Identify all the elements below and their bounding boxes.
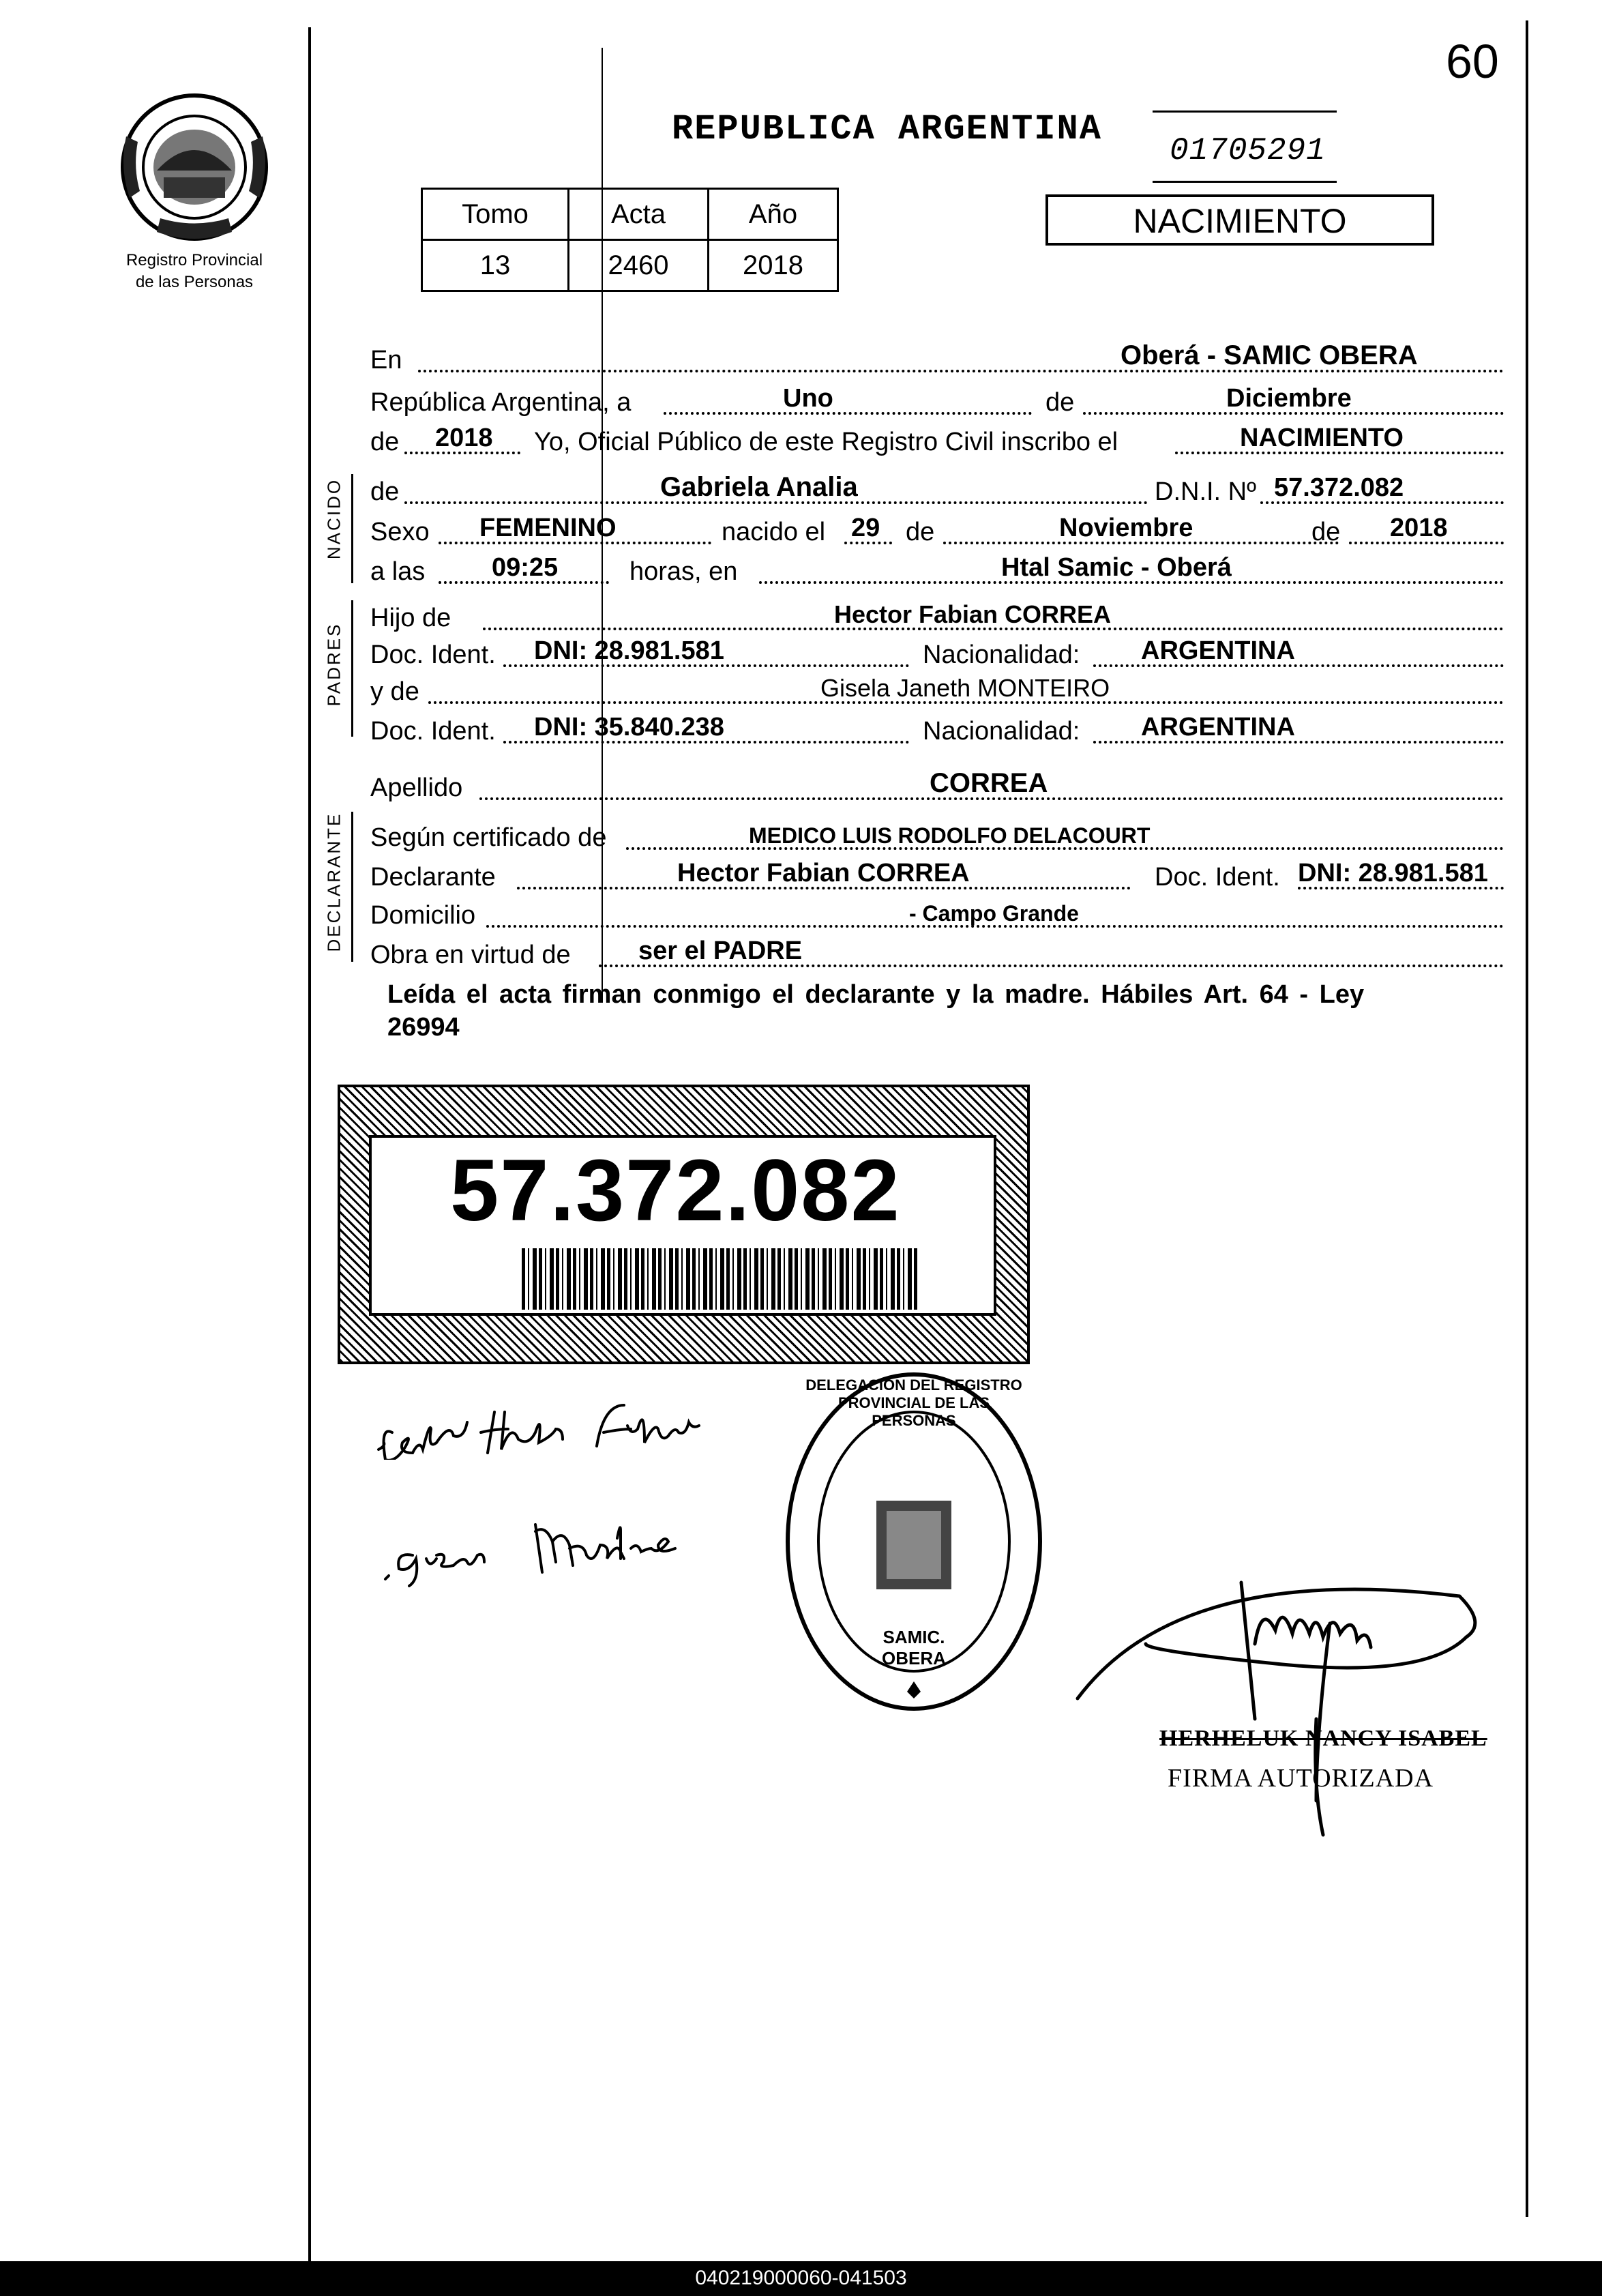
year-value: 2018	[435, 424, 493, 452]
declarant-signature	[365, 1371, 801, 1460]
document-type-title: NACIMIENTO	[1133, 202, 1347, 240]
birth-year: 2018	[1390, 514, 1448, 542]
registry-table	[421, 188, 839, 292]
registry-name-line1: Registro Provincial	[125, 251, 263, 269]
padres-section-label: PADRES	[323, 622, 344, 707]
document-type-box	[1045, 194, 1434, 246]
decl-doc: DNI: 28.981.581	[1298, 859, 1488, 887]
en-label: En	[370, 346, 402, 374]
apellido-value: CORREA	[930, 768, 1048, 798]
horas-label: horas, en	[629, 557, 738, 586]
seal-inner-text: SAMIC. OBERA	[882, 1627, 946, 1668]
seal-ring-text: DELEGACIÓN DEL REGISTRO PROVINCIAL DE LAS PERSONAS	[805, 1377, 1022, 1429]
dni-label: D.N.I. Nº	[1155, 477, 1256, 506]
clause-text: Yo, Oficial Público de este Registro Civil inscribo el	[534, 428, 1118, 456]
mother-nationality: ARGENTINA	[1141, 713, 1295, 741]
country-title: REPUBLICA ARGENTINA	[672, 109, 1102, 149]
row-madre	[370, 666, 1504, 708]
nacido-section-label: NACIDO	[323, 477, 344, 560]
row-certificado	[370, 812, 1504, 854]
acta-header: Acta	[569, 189, 709, 240]
row-padre-doc	[370, 629, 1504, 671]
birth-place: Htal Samic - Oberá	[1001, 553, 1232, 582]
dni-stamp-inner	[369, 1135, 996, 1316]
month-value: Diciembre	[1226, 384, 1352, 413]
a-las-label: a las	[370, 557, 426, 586]
child-dni: 57.372.082	[1274, 473, 1404, 502]
dom-label: Domicilio	[370, 901, 476, 930]
dni-barcode	[522, 1248, 917, 1310]
serial-underline-top	[1153, 111, 1337, 113]
de-year-label: de	[370, 428, 400, 456]
right-margin-line	[1526, 20, 1528, 2217]
dni-stamp-number: 57.372.082	[450, 1142, 901, 1239]
row-en	[370, 334, 1504, 377]
mother-doc-label: Doc. Ident.	[370, 717, 496, 746]
mother-nat-label: Nacionalidad:	[923, 717, 1080, 746]
serial-number: 01705291	[1170, 133, 1326, 168]
child-name: Gabriela Analia	[660, 472, 858, 502]
father-name: Hector Fabian CORREA	[834, 600, 1112, 628]
father-doc: DNI: 28.981.581	[534, 636, 724, 665]
decl-label: Declarante	[370, 863, 496, 892]
de-label-3: de	[1311, 518, 1341, 546]
closing-line-2: 26994	[387, 1013, 460, 1042]
padres-bracket	[351, 600, 353, 737]
decl-value: Hector Fabian CORREA	[677, 859, 970, 887]
event-value: NACIMIENTO	[1240, 424, 1404, 452]
obra-label: Obra en virtud de	[370, 941, 571, 969]
registry-name-line2: de las Personas	[135, 273, 254, 291]
mother-signature	[372, 1490, 767, 1593]
decl-doc-label: Doc. Ident.	[1155, 863, 1280, 892]
footer-code: 040219000060-041503	[695, 2267, 907, 2289]
mother-name: Gisela Janeth MONTEIRO	[820, 674, 1110, 702]
row-sexo	[370, 506, 1504, 548]
cert-value: MEDICO LUIS RODOLFO DELACOURT	[749, 823, 1151, 848]
province-seal-logo	[116, 89, 273, 246]
tomo-header: Tomo	[422, 189, 569, 240]
row-apellido	[370, 762, 1504, 804]
birth-time: 09:25	[492, 553, 559, 582]
row-declarante	[370, 851, 1504, 894]
sexo-value: FEMENINO	[479, 514, 617, 542]
footer-bar	[0, 2261, 1602, 2296]
place-value: Oberá - SAMIC OBERA	[1121, 340, 1418, 370]
left-margin-line	[308, 27, 311, 2278]
anio-value: 2018	[709, 240, 838, 291]
birth-day: 29	[851, 514, 880, 542]
serial-underline-bottom	[1153, 181, 1337, 183]
nacido-bracket	[351, 474, 353, 583]
hijo-de-label: Hijo de	[370, 604, 451, 632]
row-madre-doc	[370, 705, 1504, 748]
obra-value: ser el PADRE	[638, 937, 803, 965]
nacido-de-label: de	[370, 477, 400, 506]
mother-doc: DNI: 35.840.238	[534, 713, 724, 741]
declarante-section-label: DECLARANTE	[323, 812, 344, 952]
nacido-el-label: nacido el	[722, 518, 826, 546]
row-year	[370, 416, 1504, 458]
row-nacido-name	[370, 466, 1504, 508]
official-name: HERHELUK NANCY ISABEL	[1159, 1726, 1487, 1751]
birth-month: Noviembre	[1059, 514, 1193, 542]
acta-value: 2460	[569, 240, 709, 291]
official-signature	[1071, 1542, 1494, 1883]
page-number: 60	[1446, 35, 1499, 88]
apellido-label: Apellido	[370, 774, 463, 802]
official-title: FIRMA AUTORIZADA	[1168, 1764, 1434, 1793]
row-republica	[370, 377, 1504, 419]
day-value: Uno	[783, 384, 833, 413]
dom-value: - Campo Grande	[909, 901, 1079, 926]
row-obra	[370, 929, 1504, 971]
republic-label: República Argentina, a	[370, 388, 632, 417]
father-doc-label: Doc. Ident.	[370, 641, 496, 669]
row-domicilio	[370, 889, 1504, 932]
closing-line-1: Leída el acta firman conmigo el declarante y la madre. Hábiles Art. 64 - Ley	[387, 980, 1365, 1009]
sexo-label: Sexo	[370, 518, 430, 546]
dotted-leader	[664, 412, 1032, 415]
declarante-bracket	[351, 812, 353, 962]
father-nat-label: Nacionalidad:	[923, 641, 1080, 669]
de-label-2: de	[906, 518, 935, 546]
de-label: de	[1045, 388, 1075, 417]
y-de-label: y de	[370, 677, 419, 706]
row-hora	[370, 546, 1504, 588]
father-nationality: ARGENTINA	[1141, 636, 1295, 665]
tomo-value: 13	[422, 240, 569, 291]
row-padre	[370, 592, 1504, 634]
cert-label: Según certificado de	[370, 823, 607, 852]
anio-header: Año	[709, 189, 838, 240]
dni-stamp	[338, 1085, 1030, 1364]
registry-seal	[777, 1364, 1050, 1719]
